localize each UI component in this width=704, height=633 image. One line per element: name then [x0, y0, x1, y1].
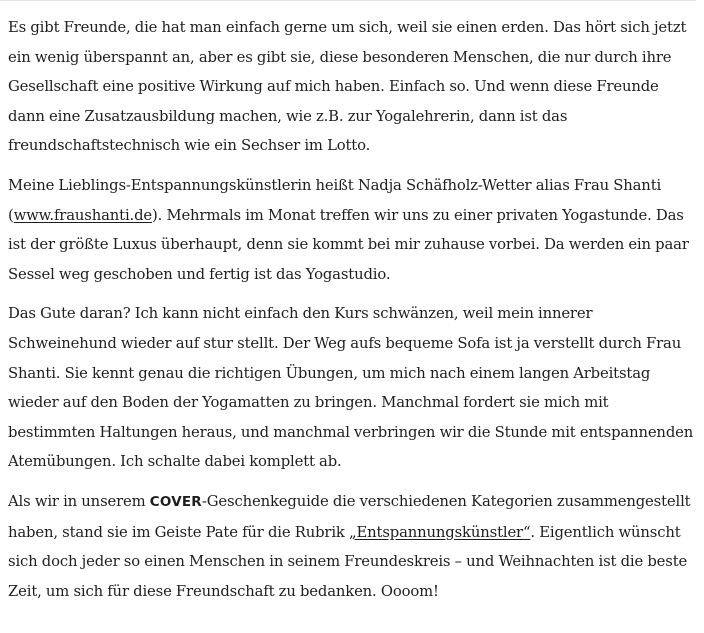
paragraph-2	[8, 171, 698, 289]
paragraph-2-text-before-link: Meine Lieblings-Entspannungskünstlerin heißt Nadja Schäfholz-Wetter alias Frau Shanti (	[8, 176, 662, 224]
paragraph-1	[8, 13, 698, 161]
paragraph-3	[8, 299, 698, 477]
entspannungskuenstler-link[interactable]: „Entspannungskünstler“	[348, 523, 531, 541]
fraushanti-link[interactable]: www.fraushanti.de	[13, 206, 153, 224]
paragraph-3-text: Das Gute daran? Ich kann nicht einfach den Kurs schwänzen, weil mein innerer Schweinehund wieder auf stur stellt. Der Weg aufs bequeme Sofa ist ja verstellt durch Frau Shanti. Sie kennt genau die richtigen Übungen, um mich nach einem langen Arbeitstag wieder auf den Boden der Yogamatten zu bringen. Manchmal fordert sie mich mit bestimmten Haltungen heraus, und manchmal verbringen wir die Stunde mit entspannenden Atemübungen. Ich schalte dabei komplett ab.	[8, 305, 694, 471]
paragraph-4-text-after-brand: -Geschenkeguide die verschiedenen Kategorien zusammengestellt haben, stand sie im Geiste Pate für die Rubrik	[8, 492, 691, 541]
cover-brand-name: COVER	[149, 493, 202, 510]
paragraph-1-text: Es gibt Freunde, die hat man einfach gerne um sich, weil sie einen erden. Das hört sich jetzt ein wenig überspannt an, aber es gibt sie, diese besonderen Menschen, die nur durch ihre Gesellschaft eine positive Wirkung auf mich haben. Einfach so. Und wenn diese Freunde dann eine Zusatzausbildung machen, wie z.B. zur Yogalehrerin, dann ist das freundschaftstechnisch wie ein Sechser im Lotto.	[8, 19, 687, 155]
top-divider	[0, 0, 696, 1]
paragraph-4-text-before-brand: Als wir in unserem	[8, 492, 150, 510]
paragraph-2-text-after-link: ). Mehrmals im Monat treffen wir uns zu einer privaten Yogastunde. Das ist der größte Luxus überhaupt, denn sie kommt bei mir zuhause vorbei. Da werden ein paar Sessel weg geschoben und fertig ist das Yogastudio.	[8, 206, 689, 283]
paragraph-4-text-after-link: . Eigentlich wünscht sich doch jeder so einen Menschen in seinem Freundeskreis – und Weihnachten ist die beste Zeit, um sich für diese Freundschaft zu bedanken. Oooom!	[8, 523, 688, 600]
paragraph-4	[8, 487, 698, 606]
article-body	[8, 13, 698, 616]
